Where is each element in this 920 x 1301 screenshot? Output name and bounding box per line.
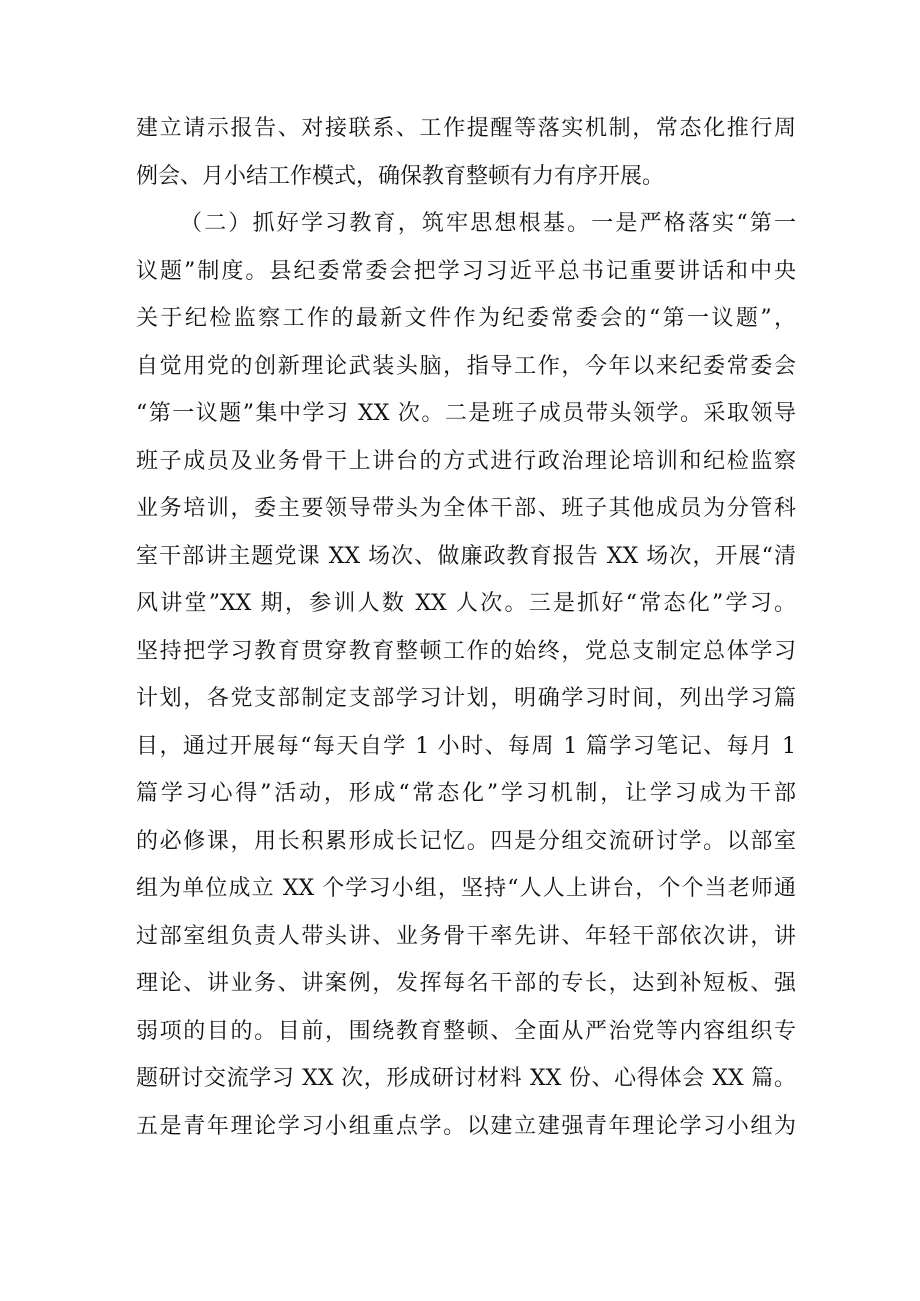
section-heading-line: （二）抓好学习教育，筑牢思想根基。一是严格落实“第一 bbox=[180, 211, 796, 236]
text-line: 班子成员及业务骨干上讲台的方式进行政治理论培训和纪检监察 bbox=[136, 448, 796, 474]
text-line: 题研讨交流学习 XX 次，形成研讨材料 XX 份、心得体会 XX 篇。 bbox=[136, 1066, 796, 1091]
text-line: 理论、讲业务、讲案例，发挥每名干部的专长，达到补短板、强 bbox=[136, 971, 796, 996]
text-line: 篇学习心得”活动，形成“常态化”学习机制，让学习成为干部 bbox=[136, 781, 796, 806]
text-line: “第一议题”集中学习 XX 次。二是班子成员带头领学。采取领导 bbox=[136, 401, 796, 426]
text-line: 目，通过开展每“每天自学 1 小时、每周 1 篇学习笔记、每月 1 bbox=[136, 733, 796, 759]
text-line: 过部室组负责人带头讲、业务骨干率先讲、年轻干部依次讲，讲 bbox=[136, 923, 796, 949]
text-line: 自觉用党的创新理论武装头脑，指导工作，今年以来纪委常委会 bbox=[136, 353, 796, 379]
text-line: 建立请示报告、对接联系、工作提醒等落实机制，常态化推行周 bbox=[136, 116, 796, 141]
text-line: 例会、月小结工作模式，确保教育整顿有力有序开展。 bbox=[136, 163, 665, 189]
text-line: 业务培训，委主要领导带头为全体干部、班子其他成员为分管科 bbox=[136, 496, 796, 521]
text-line: 五是青年理论学习小组重点学。以建立建强青年理论学习小组为 bbox=[136, 1113, 796, 1139]
text-line: 关于纪检监察工作的最新文件作为纪委常委会的“第一议题”， bbox=[136, 306, 796, 331]
text-line: 组为单位成立 XX 个学习小组，坚持“人人上讲台，个个当老师通 bbox=[136, 876, 796, 901]
text-line: 坚持把学习教育贯穿教育整顿工作的始终，党总支制定总体学习 bbox=[136, 638, 796, 664]
text-line: 弱项的目的。目前，围绕教育整顿、全面从严治党等内容组织专 bbox=[136, 1018, 796, 1044]
text-line: 的必修课，用长积累形成长记忆。四是分组交流研讨学。以部室 bbox=[136, 828, 796, 854]
text-line: 室干部讲主题党课 XX 场次、做廉政教育报告 XX 场次，开展“清 bbox=[136, 543, 796, 569]
text-line: 议题”制度。县纪委常委会把学习习近平总书记重要讲话和中央 bbox=[136, 258, 796, 284]
body-text bbox=[136, 105, 796, 1150]
text-line: 风讲堂”XX 期，参训人数 XX 人次。三是抓好“常态化”学习。 bbox=[136, 591, 796, 616]
text-line: 计划，各党支部制定支部学习计划，明确学习时间，列出学习篇 bbox=[136, 686, 796, 711]
